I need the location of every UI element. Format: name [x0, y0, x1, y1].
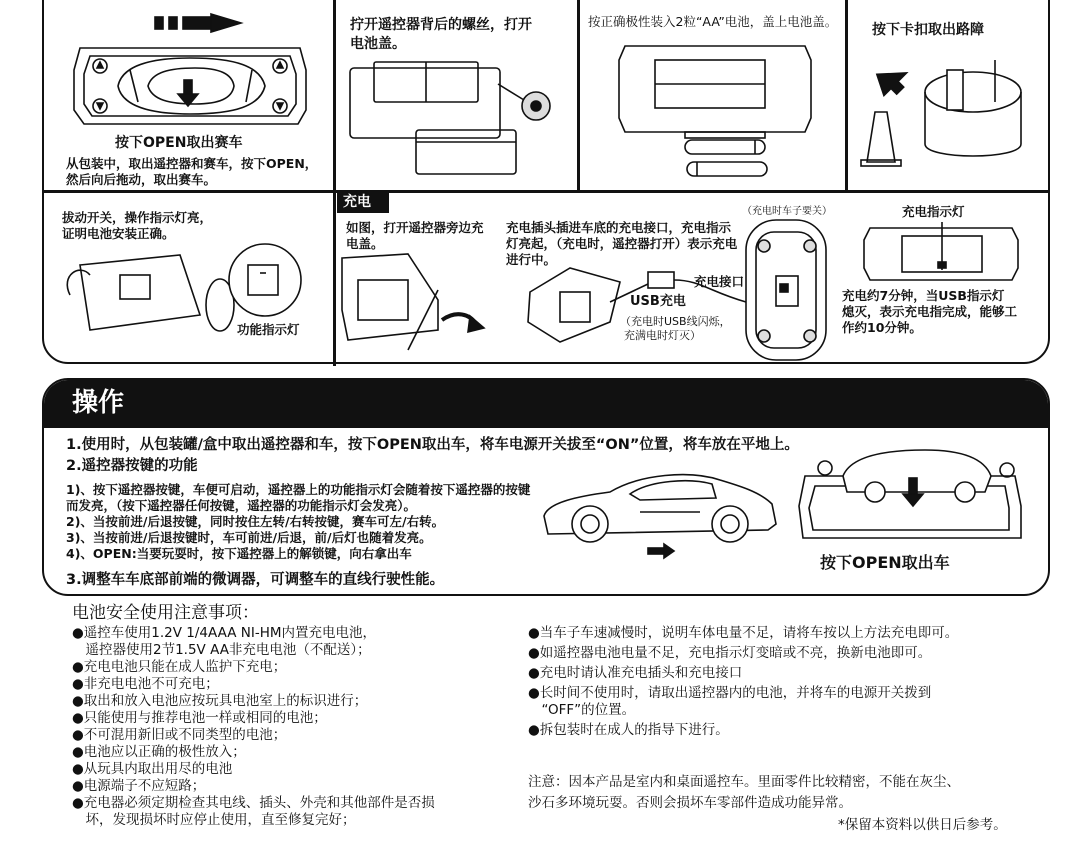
remote-battery-cover-illustration [346, 58, 571, 183]
remote-indicator-illustration [862, 222, 1022, 284]
safety-left-item: ●电池应以正确的极性放入； [72, 744, 246, 760]
safety-notice [528, 774, 960, 812]
arrow-right-icon [155, 14, 245, 34]
safety-right-item: ●充电时请认准充电插头和充电接口 [528, 665, 743, 681]
step5-label: 功能指示灯 [237, 322, 300, 337]
divider-h [42, 190, 1050, 193]
safety-left-item: ●充电电池只能在成人监护下充电； [72, 659, 287, 675]
step5-desc-2: 证明电池安装正确。 [62, 226, 175, 241]
operation-line3: 3.调整车车底部前端的微调器，可调整车的直线行驶性能。 [66, 572, 445, 588]
safety-left-list [72, 625, 435, 829]
step1-caption: 按下OPEN取出赛车 [115, 135, 243, 151]
safety-notice-line: 注意：因本产品是室内和桌面遥控车。里面零件比较精密，不能在灰尘、 [528, 774, 960, 790]
operation-open-caption: 按下OPEN取出车 [820, 553, 950, 572]
operation-header-bar [44, 380, 1048, 428]
step5-desc-1: 拔动开关，操作指示灯亮， [62, 210, 213, 225]
battery-compartment-illustration [615, 40, 815, 185]
divider-v1 [333, 0, 336, 191]
sports-car-illustration [540, 468, 780, 563]
safety-title: 电池安全使用注意事项： [72, 603, 259, 623]
charge-open-desc-2: 电盖。 [346, 236, 384, 251]
safety-left-item: ●非充电电池不可充电； [72, 676, 219, 692]
charge-usb-note-1: （充电时USB线闪烁， [620, 315, 731, 328]
operation-line2: 2.遥控器按键的功能 [66, 458, 198, 474]
charge-plug-desc-2: 灯亮起，（充电时，遥控器打开）表示充电 [506, 236, 738, 251]
safety-left-item: ●充电器必须定期检查其电线、插头、外壳和其他部件是否损 [72, 795, 435, 811]
safety-left-item: 坏，发现损坏时应停止使用，直至修复完好； [72, 812, 356, 828]
operation-line1: 1.使用时，从包装罐/盒中取出遥控器和车，按下OPEN取出车，将车电源开关拔至“ON”位置，将车放在平地上。 [66, 437, 799, 453]
safety-right-item: “OFF”的位置。 [528, 702, 636, 718]
charge-plug-desc-1: 充电插头插进车底的充电接口，充电指示 [506, 220, 732, 235]
step3-desc: 按正确极性装入2粒“AA”电池，盖上电池盖。 [588, 14, 838, 29]
charge-port-label: 充电接口 [694, 274, 745, 289]
charge-time-desc-2: 熄灭，表示充电指完成，能够工 [842, 304, 1018, 319]
safety-left-item: ●取出和放入电池应按玩具电池室上的标识进行； [72, 693, 368, 709]
charge-tag-label: 充电 [343, 194, 371, 210]
safety-left-item: ●电源端子不应短路； [72, 778, 206, 794]
operation-item-3: 3)、当按前进/后退按键时，车可前进/后退，前/后灯也随着发亮。 [66, 530, 432, 545]
car-container-illustration [70, 40, 310, 130]
safety-left-item: ●从玩具内取出用尽的电池 [72, 761, 233, 777]
road-cone-illustration [855, 52, 1035, 182]
safety-left-item: ●不可混用新旧或不同类型的电池； [72, 727, 287, 743]
step2-desc-2: 电池盖。 [350, 36, 406, 52]
operation-item-4: 4)、OPEN:当要玩耍时，按下遥控器上的解锁键，向右拿出车 [66, 546, 412, 561]
car-underside-illustration [740, 216, 840, 364]
safety-right-item: ●如遥控器电池电量不足，充电指示灯变暗或不亮，换新电池即可。 [528, 645, 932, 661]
charge-open-desc-1: 如图，打开遥控器旁边充 [346, 220, 484, 235]
divider-v3 [845, 0, 848, 191]
divider-v4 [333, 190, 336, 366]
step2-desc-1: 拧开遥控器背后的螺丝，打开 [350, 17, 532, 33]
charge-indicator-label: 充电指示灯 [902, 204, 965, 219]
charge-time-desc-1: 充电约7分钟，当USB指示灯 [842, 288, 1005, 303]
step1-desc-1: 从包装中，取出遥控器和赛车，按下OPEN， [66, 156, 318, 171]
operation-item-1b: 而发亮，（按下遥控器任何按键，遥控器的功能指示灯会发亮）。 [66, 498, 417, 513]
safety-left-item: ●遥控车使用1.2V 1/4AAA NI-HM内置充电电池， [72, 625, 377, 641]
charge-car-up-note: （充电时车子要关） [742, 206, 832, 217]
safety-right-item: ●拆包装时在成人的指导下进行。 [528, 722, 729, 738]
safety-left-item: 遥控器使用2节1.5V AA非充电电池（不配送）； [72, 642, 371, 658]
operation-item-1: 1)、按下遥控器按键，车便可启动，遥控器上的功能指示灯会随着按下遥控器的按键 [66, 482, 531, 497]
operation-item-2: 2)、当按前进/后退按键，同时按住左转/右转按键，赛车可左/右转。 [66, 514, 445, 529]
step1-desc-2: 然后向后拖动，取出赛车。 [66, 172, 217, 187]
divider-v2 [577, 0, 580, 191]
safety-right-item: ●当车子车速减慢时，说明车体电量不足，请将车按以上方法充电即可。 [528, 625, 959, 641]
safety-left-item: ●只能使用与推荐电池一样或相同的电池； [72, 710, 327, 726]
charge-plug-desc-3: 进行中。 [506, 252, 557, 267]
charge-time-desc-3: 作约10分钟。 [842, 320, 922, 335]
charge-usb-note-2: 充满电时灯灭） [624, 329, 701, 342]
safety-reserve: *保留本资料以供日后参考。 [838, 817, 1007, 833]
car-in-container-illustration [795, 446, 1025, 556]
step4-desc: 按下卡扣取出路障 [872, 22, 984, 38]
safety-right-list [528, 625, 958, 739]
remote-open-charge-cover-illustration [338, 250, 508, 355]
safety-right-item: ●长时间不使用时，请取出遥控器内的电池，并将车的电源开关拨到 [528, 685, 932, 701]
charge-usb-label: USB充电 [630, 294, 686, 309]
operation-title: 操作 [72, 388, 125, 418]
safety-notice-line: 沙石多环境玩耍。否则会损坏车零部件造成功能异常。 [528, 795, 852, 811]
